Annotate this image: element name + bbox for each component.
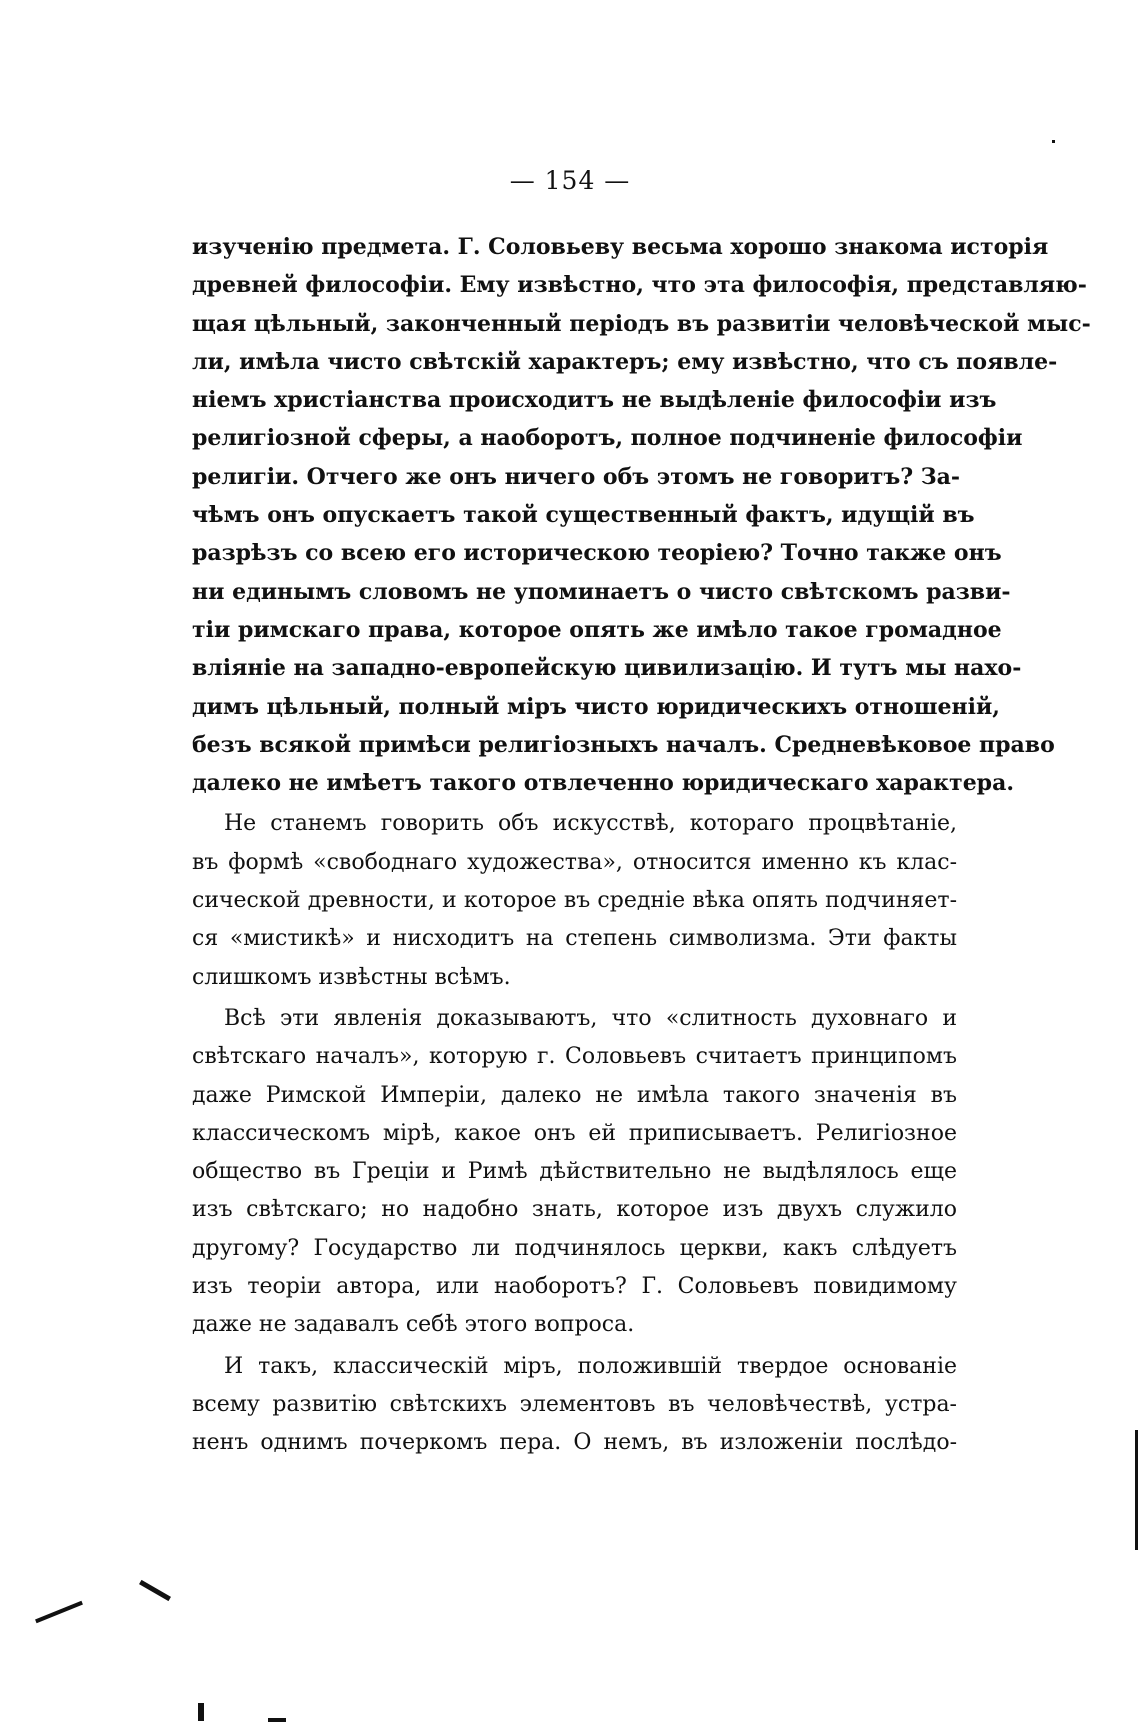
text-line: даже не задавалъ себѣ этого вопроса. xyxy=(192,1312,635,1338)
paragraph xyxy=(192,1348,957,1463)
text-line: Не станемъ говорить объ искусствѣ, котораго процвѣтаніе, xyxy=(224,811,957,837)
text-line: свѣтскаго началъ», которую г. Соловьевъ считаетъ принципомъ xyxy=(192,1044,957,1070)
page-number: — 154 — xyxy=(509,166,631,195)
paragraph xyxy=(192,805,957,996)
text-line: ли, имѣла чисто свѣтскій характеръ; ему извѣстно, что съ появле- xyxy=(192,348,1058,375)
text-line: ніемъ христіанства происходитъ не выдѣленіе философіи изъ xyxy=(192,387,997,414)
scan-mark-stroke xyxy=(35,1601,83,1623)
text-line: Всѣ эти явленія доказываютъ, что «слитность духовнаго и xyxy=(224,1005,957,1031)
text-line: ни единымъ словомъ не упоминаетъ о чисто свѣтскомъ разви- xyxy=(192,578,1011,605)
text-line: чѣмъ онъ опускаетъ такой существенный фактъ, идущій въ xyxy=(192,502,975,529)
text-line: димъ цѣльный, полный міръ чисто юридическихъ отношеній, xyxy=(192,693,1000,720)
text-line: ненъ однимъ почеркомъ пера. О немъ, въ изложеніи послѣдо- xyxy=(192,1430,957,1456)
text-line: далеко не имѣетъ такого отвлеченно юридическаго характера. xyxy=(192,770,1014,797)
text-line: всему развитію свѣтскихъ элементовъ въ человѣчествѣ, устра- xyxy=(192,1391,957,1417)
body-text xyxy=(192,228,1091,1463)
text-line: даже Римской Имперіи, далеко не имѣла такого значенія въ xyxy=(192,1082,957,1108)
text-line: тіи римскаго права, которое опять же имѣло такое громадное xyxy=(192,616,1002,643)
text-line: религіи. Отчего же онъ ничего объ этомъ не говоритъ? За- xyxy=(192,463,961,490)
paragraph xyxy=(192,228,1091,802)
text-line: разрѣзъ со всею его историческою теоріею? Точно также онъ xyxy=(192,540,1002,567)
text-line: безъ всякой примѣси религіозныхъ началъ. Средневѣковое право xyxy=(192,731,1055,758)
text-line: щая цѣльный, законченный періодъ въ развитіи человѣческой мыс- xyxy=(192,310,1091,337)
text-line: другому? Государство ли подчинялось церкви, какъ слѣдуетъ xyxy=(192,1235,957,1261)
text-line: изъ теоріи автора, или наоборотъ? Г. Соловьевъ повидимому xyxy=(192,1274,957,1300)
text-line: И такъ, классическій міръ, положившій твердое основаніе xyxy=(224,1353,957,1379)
text-line: сической древности, и которое въ средніе вѣка опять подчиняет- xyxy=(192,888,957,914)
text-line: изученію предмета. Г. Соловьеву весьма хорошо знакома исторія xyxy=(192,234,1049,260)
scan-mark-dash xyxy=(268,1718,286,1722)
text-line: въ формѣ «свободнаго художества», относится именно къ клас- xyxy=(192,849,957,875)
text-line: слишкомъ извѣстны всѣмъ. xyxy=(192,964,511,990)
text-line: общество въ Греціи и Римѣ дѣйствительно не выдѣлялось еще xyxy=(192,1159,957,1185)
text-line: изъ свѣтскаго; но надобно знать, которое изъ двухъ служило xyxy=(192,1197,957,1223)
paragraph xyxy=(192,1000,957,1345)
text-line: вліяніе на западно-европейскую цивилизацію. И тутъ мы нахо- xyxy=(192,655,1022,682)
scan-mark-dot xyxy=(1052,140,1055,143)
text-line: ся «мистикѣ» и нисходитъ на степень символизма. Эти факты xyxy=(192,926,957,952)
text-line: религіозной сферы, а наоборотъ, полное подчиненіе философіи xyxy=(192,425,1023,452)
text-line: классическомъ мірѣ, какое онъ ей приписываетъ. Религіозное xyxy=(192,1120,957,1146)
scan-mark-right-edge xyxy=(1135,1430,1138,1550)
text-line: древней философіи. Ему извѣстно, что эта философія, представляю- xyxy=(192,272,1087,299)
scan-mark-stroke xyxy=(139,1580,171,1601)
scan-mark-block xyxy=(198,1703,204,1721)
